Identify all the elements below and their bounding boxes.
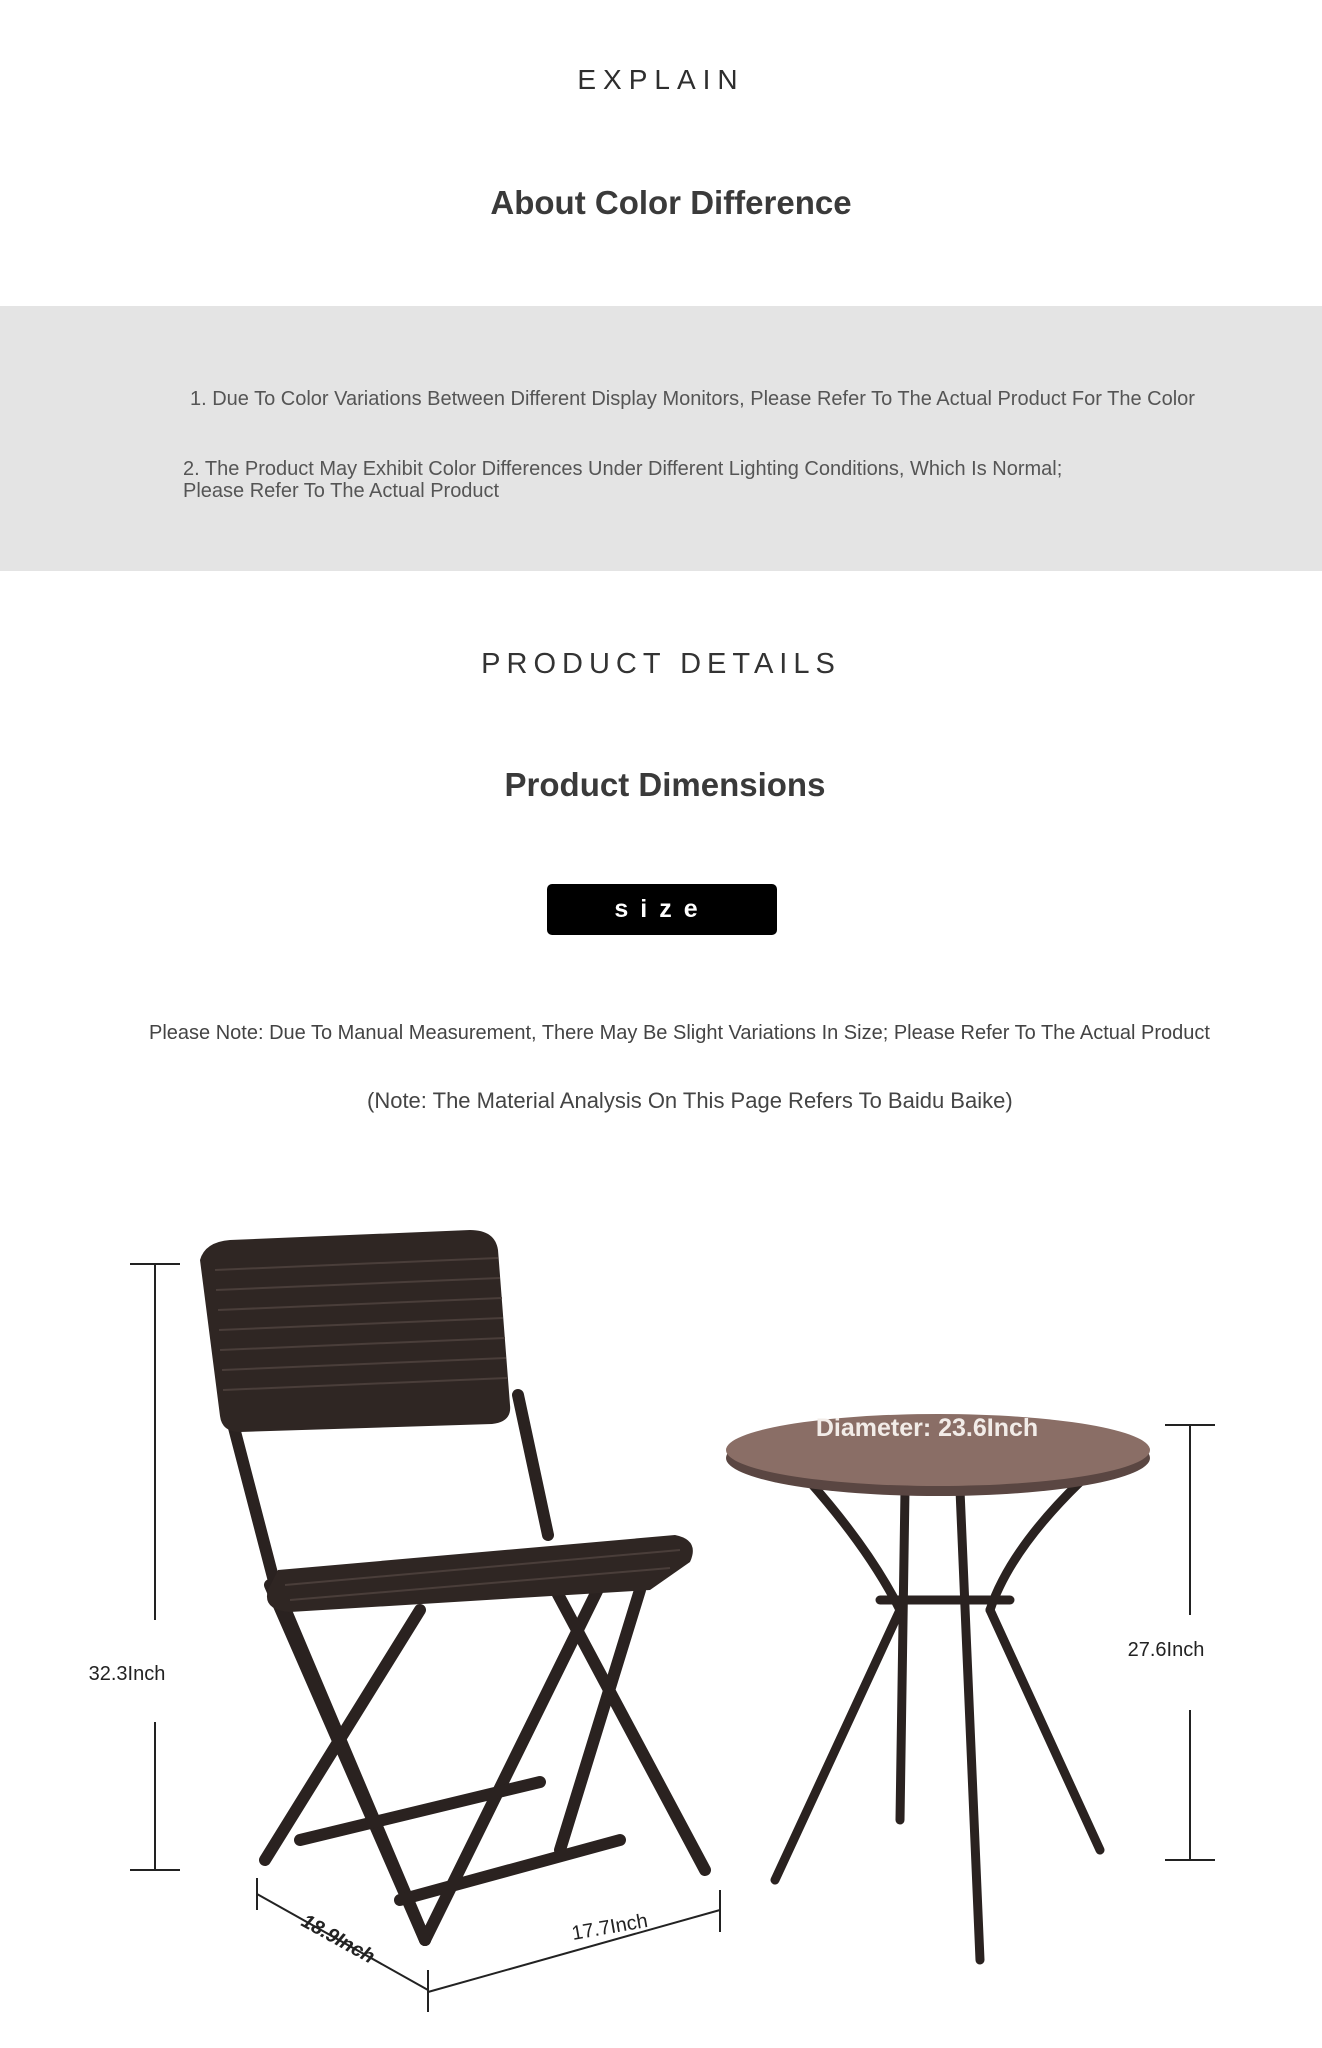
- color-note-1: 1. Due To Color Variations Between Different Display Monitors, Please Refer To The Actual Product For The Color: [190, 388, 1195, 410]
- size-badge-label: size: [614, 895, 710, 923]
- chair-height-dimension: [130, 1264, 180, 1870]
- chair-depth-label: 18.9Inch: [297, 1910, 379, 1969]
- table-diameter-label: Diameter: 23.6Inch: [815, 1414, 1039, 1442]
- measurement-note: Please Note: Due To Manual Measurement, There May Be Slight Variations In Size; Please Refer To The Actual Product: [149, 1022, 1210, 1044]
- table-height-label: 27.6Inch: [1127, 1639, 1205, 1661]
- color-note-2: [183, 458, 1183, 502]
- folding-chair-graphic: [200, 1230, 705, 1940]
- product-dimension-illustration: [0, 1190, 1322, 2048]
- bistro-table-graphic: [726, 1414, 1150, 1960]
- material-note: (Note: The Material Analysis On This Page Refers To Baidu Baike): [367, 1088, 1013, 1113]
- color-note-2-line-2: Please Refer To The Actual Product: [183, 480, 500, 502]
- color-note-2-line-1: 2. The Product May Exhibit Color Differences Under Different Lighting Conditions, Which Is Normal;: [183, 458, 1063, 480]
- product-details-heading: PRODUCT DETAILS: [481, 648, 841, 680]
- color-difference-title: About Color Difference: [490, 184, 852, 221]
- product-dimensions-title: Product Dimensions: [504, 766, 826, 803]
- explain-heading: EXPLAIN: [577, 64, 745, 95]
- chair-width-label: 17.7Inch: [570, 1909, 650, 1945]
- color-notes-band: [0, 306, 1322, 571]
- size-badge: [547, 884, 777, 935]
- chair-height-label: 32.3Inch: [88, 1663, 166, 1685]
